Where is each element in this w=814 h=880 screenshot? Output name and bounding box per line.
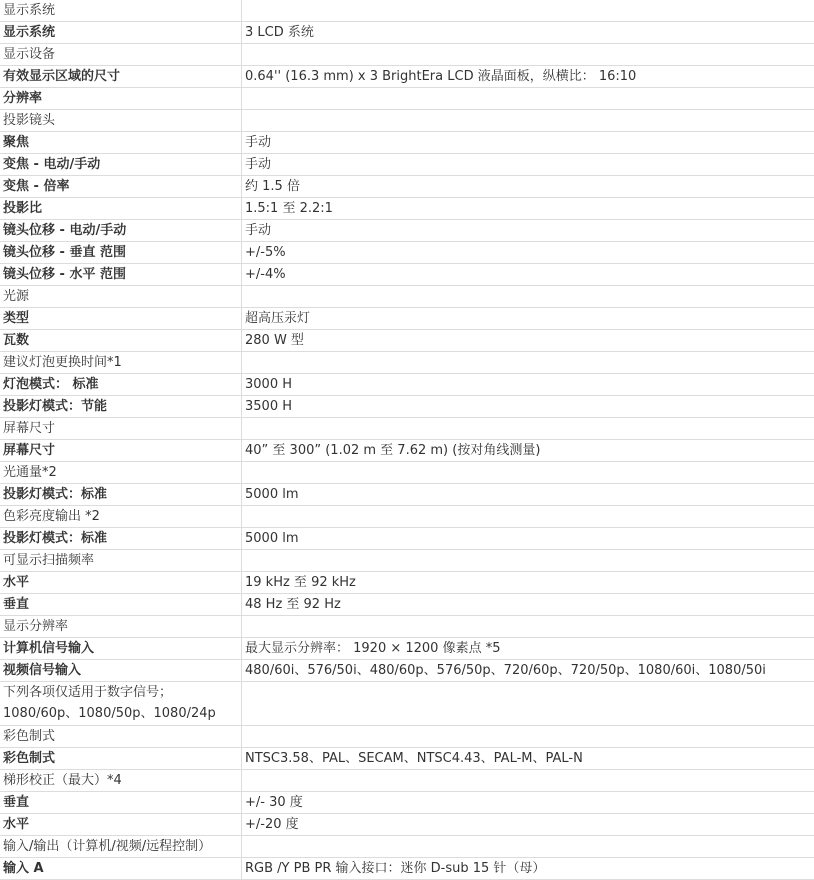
- spec-label: 投影比: [0, 198, 242, 220]
- spec-label: 彩色制式: [0, 726, 242, 748]
- spec-row: [0, 528, 814, 550]
- spec-row: [0, 594, 814, 616]
- spec-label: 类型: [0, 308, 242, 330]
- spec-value: +/- 30 度: [242, 792, 814, 814]
- spec-value: [242, 0, 814, 22]
- spec-row: [0, 0, 814, 22]
- spec-row: [0, 242, 814, 264]
- spec-value: 40” 至 300” (1.02 m 至 7.62 m) (按对角线测量): [242, 440, 814, 462]
- spec-label: 变焦 - 电动/手动: [0, 154, 242, 176]
- spec-value: [242, 616, 814, 638]
- spec-value: 280 W 型: [242, 330, 814, 352]
- spec-label: 水平: [0, 572, 242, 594]
- spec-label: 计算机信号输入: [0, 638, 242, 660]
- spec-value: [242, 770, 814, 792]
- spec-row: [0, 440, 814, 462]
- spec-row: [0, 858, 814, 880]
- spec-value: [242, 110, 814, 132]
- spec-value: [242, 352, 814, 374]
- spec-value: +/-5%: [242, 242, 814, 264]
- spec-row: [0, 814, 814, 836]
- spec-label: 镜头位移 - 垂直 范围: [0, 242, 242, 264]
- spec-value: [242, 418, 814, 440]
- spec-row: [0, 330, 814, 352]
- spec-value: [242, 550, 814, 572]
- spec-value: [242, 836, 814, 858]
- spec-row: [0, 22, 814, 44]
- spec-label: 垂直: [0, 792, 242, 814]
- spec-value: +/-20 度: [242, 814, 814, 836]
- spec-row: [0, 198, 814, 220]
- spec-label: 屏幕尺寸: [0, 418, 242, 440]
- spec-label: 镜头位移 - 电动/手动: [0, 220, 242, 242]
- spec-row: [0, 616, 814, 638]
- spec-label: 彩色制式: [0, 748, 242, 770]
- spec-value: 3000 H: [242, 374, 814, 396]
- spec-value: 手动: [242, 154, 814, 176]
- spec-value: [242, 286, 814, 308]
- spec-label: 色彩亮度输出 *2: [0, 506, 242, 528]
- spec-value: [242, 88, 814, 110]
- spec-row: [0, 484, 814, 506]
- spec-row: [0, 550, 814, 572]
- spec-value: 5000 lm: [242, 484, 814, 506]
- spec-value: 最大显示分辨率： 1920 × 1200 像素点 *5: [242, 638, 814, 660]
- spec-value: 手动: [242, 132, 814, 154]
- spec-value: 3 LCD 系统: [242, 22, 814, 44]
- spec-value: [242, 462, 814, 484]
- spec-label: 光源: [0, 286, 242, 308]
- spec-label: 显示系统: [0, 0, 242, 22]
- spec-label: 有效显示区域的尺寸: [0, 66, 242, 88]
- spec-value: 1.5:1 至 2.2:1: [242, 198, 814, 220]
- spec-row: [0, 418, 814, 440]
- spec-label: 分辨率: [0, 88, 242, 110]
- spec-row: [0, 110, 814, 132]
- spec-label: 下列各项仅适用于数字信号； 1080/60p、1080/50p、1080/24p: [0, 682, 242, 726]
- spec-row: [0, 748, 814, 770]
- spec-label: 投影镜头: [0, 110, 242, 132]
- spec-row: [0, 154, 814, 176]
- spec-value: 手动: [242, 220, 814, 242]
- spec-label: 梯形校正（最大）*4: [0, 770, 242, 792]
- spec-label: 镜头位移 - 水平 范围: [0, 264, 242, 286]
- spec-label: 显示设备: [0, 44, 242, 66]
- spec-label: 光通量*2: [0, 462, 242, 484]
- spec-label: 建议灯泡更换时间*1: [0, 352, 242, 374]
- spec-label: 投影灯模式：标准: [0, 484, 242, 506]
- spec-row: [0, 682, 814, 726]
- spec-row: [0, 572, 814, 594]
- spec-label: 变焦 - 倍率: [0, 176, 242, 198]
- spec-value: +/-4%: [242, 264, 814, 286]
- spec-label: 投影灯模式：标准: [0, 528, 242, 550]
- spec-row: [0, 352, 814, 374]
- spec-value: 3500 H: [242, 396, 814, 418]
- spec-value: 48 Hz 至 92 Hz: [242, 594, 814, 616]
- spec-label: 显示分辨率: [0, 616, 242, 638]
- spec-label: 投影灯模式：节能: [0, 396, 242, 418]
- spec-row: [0, 308, 814, 330]
- spec-label: 聚焦: [0, 132, 242, 154]
- spec-value: NTSC3.58、PAL、SECAM、NTSC4.43、PAL-M、PAL-N: [242, 748, 814, 770]
- spec-label: 水平: [0, 814, 242, 836]
- spec-value: [242, 726, 814, 748]
- spec-value: [242, 44, 814, 66]
- spec-row: [0, 726, 814, 748]
- spec-row: [0, 88, 814, 110]
- spec-value: [242, 682, 814, 726]
- spec-row: [0, 66, 814, 88]
- spec-value: 19 kHz 至 92 kHz: [242, 572, 814, 594]
- spec-value: 0.64'' (16.3 mm) x 3 BrightEra LCD 液晶面板，纵横比： 16:10: [242, 66, 814, 88]
- spec-row: [0, 44, 814, 66]
- spec-row: [0, 374, 814, 396]
- spec-row: [0, 770, 814, 792]
- spec-row: [0, 286, 814, 308]
- spec-value: 5000 lm: [242, 528, 814, 550]
- spec-row: [0, 132, 814, 154]
- spec-label: 视频信号输入: [0, 660, 242, 682]
- spec-row: [0, 660, 814, 682]
- spec-row: [0, 264, 814, 286]
- spec-row: [0, 220, 814, 242]
- spec-label: 瓦数: [0, 330, 242, 352]
- spec-label: 屏幕尺寸: [0, 440, 242, 462]
- spec-label: 显示系统: [0, 22, 242, 44]
- spec-label: 输入 A: [0, 858, 242, 880]
- spec-row: [0, 638, 814, 660]
- spec-row: [0, 396, 814, 418]
- spec-row: [0, 176, 814, 198]
- spec-value: RGB /Y PB PR 输入接口：迷你 D-sub 15 针（母）: [242, 858, 814, 880]
- spec-value: 约 1.5 倍: [242, 176, 814, 198]
- spec-row: [0, 792, 814, 814]
- spec-row: [0, 462, 814, 484]
- spec-row: [0, 836, 814, 858]
- spec-label: 输入/输出（计算机/视频/远程控制）: [0, 836, 242, 858]
- spec-row: [0, 506, 814, 528]
- spec-label: 灯泡模式： 标准: [0, 374, 242, 396]
- spec-value: 480/60i、576/50i、480/60p、576/50p、720/60p、720/50p、1080/60i、1080/50i: [242, 660, 814, 682]
- spec-label: 垂直: [0, 594, 242, 616]
- spec-label: 可显示扫描频率: [0, 550, 242, 572]
- spec-value: [242, 506, 814, 528]
- spec-value: 超高压汞灯: [242, 308, 814, 330]
